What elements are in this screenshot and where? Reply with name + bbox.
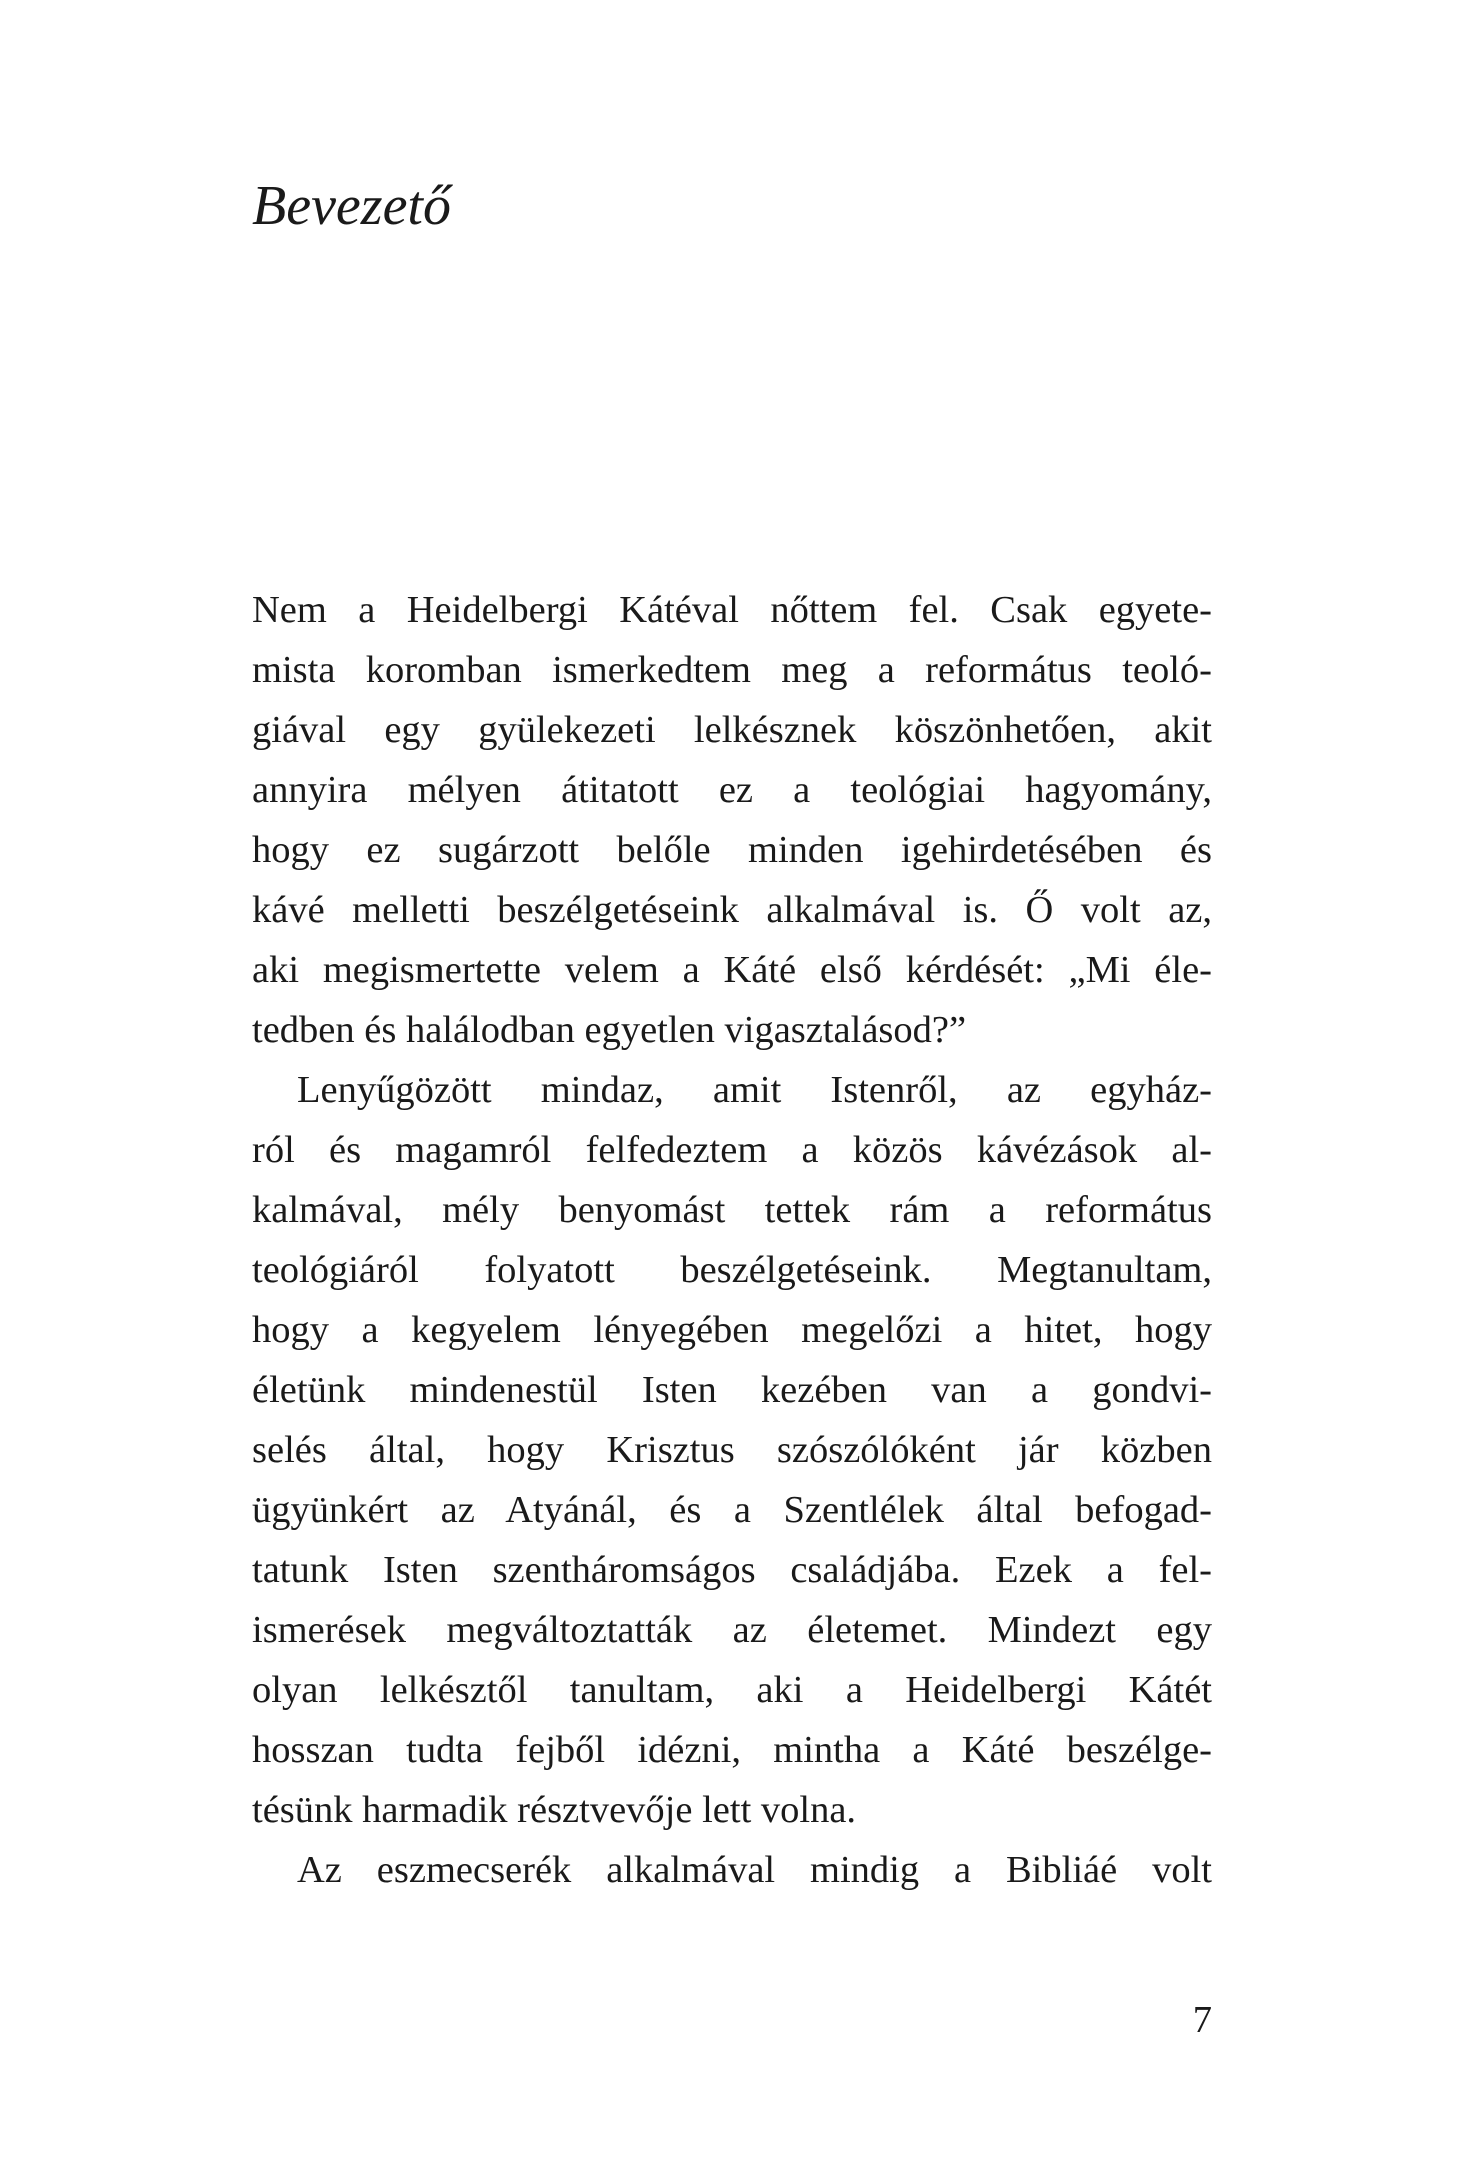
text-line: ügyünkért az Atyánál, és a Szentlélek által befogad-: [252, 1489, 1212, 1531]
text-line: hosszan tudta fejből idézni, mintha a Káté beszélge-: [252, 1729, 1212, 1771]
text-line: aki megismertette velem a Káté első kérdését: „Mi éle-: [252, 949, 1212, 991]
text-line: ismerések megváltoztatták az életemet. Mindezt egy: [252, 1609, 1212, 1651]
text-line: olyan lelkésztől tanultam, aki a Heidelbergi Kátét: [252, 1669, 1212, 1711]
text-line: ról és magamról felfedeztem a közös kávézások al-: [252, 1129, 1212, 1171]
text-line: kalmával, mély benyomást tettek rám a református: [252, 1189, 1212, 1231]
paragraph-2: [252, 1060, 1212, 1840]
text-line: hogy a kegyelem lényegében megelőzi a hitet, hogy: [252, 1309, 1212, 1351]
text-line: annyira mélyen átitatott ez a teológiai hagyomány,: [252, 769, 1212, 811]
text-line: tésünk harmadik résztvevője lett volna.: [252, 1789, 857, 1831]
paragraph-3: [252, 1840, 1212, 1900]
text-line: tedben és halálodban egyetlen vigasztalásod?”: [252, 1009, 967, 1051]
paragraph-1: [252, 580, 1212, 1060]
body-text: [252, 580, 1212, 1900]
text-line: életünk mindenestül Isten kezében van a gondvi-: [252, 1369, 1212, 1411]
text-line: mista koromban ismerkedtem meg a református teoló-: [252, 649, 1212, 691]
text-line: giával egy gyülekezeti lelkésznek köszönhetően, akit: [252, 709, 1212, 751]
text-line: kávé melletti beszélgetéseink alkalmával is. Ő volt az,: [252, 889, 1212, 931]
chapter-title: Bevezető: [252, 175, 451, 237]
text-line: hogy ez sugárzott belőle minden igehirdetésében és: [252, 829, 1212, 871]
text-line: Az eszmecserék alkalmával mindig a Bibliáé volt: [297, 1849, 1212, 1891]
text-line: tatunk Isten szentháromságos családjába. Ezek a fel-: [252, 1549, 1212, 1591]
text-line: selés által, hogy Krisztus szószólóként jár közben: [252, 1429, 1212, 1471]
text-line: teológiáról folyatott beszélgetéseink. Megtanultam,: [252, 1249, 1212, 1291]
text-line: Nem a Heidelbergi Kátéval nőttem fel. Csak egyete-: [252, 589, 1212, 631]
text-line: Lenyűgözött mindaz, amit Istenről, az egyház-: [297, 1069, 1212, 1111]
page-number: 7: [1192, 1999, 1212, 2041]
